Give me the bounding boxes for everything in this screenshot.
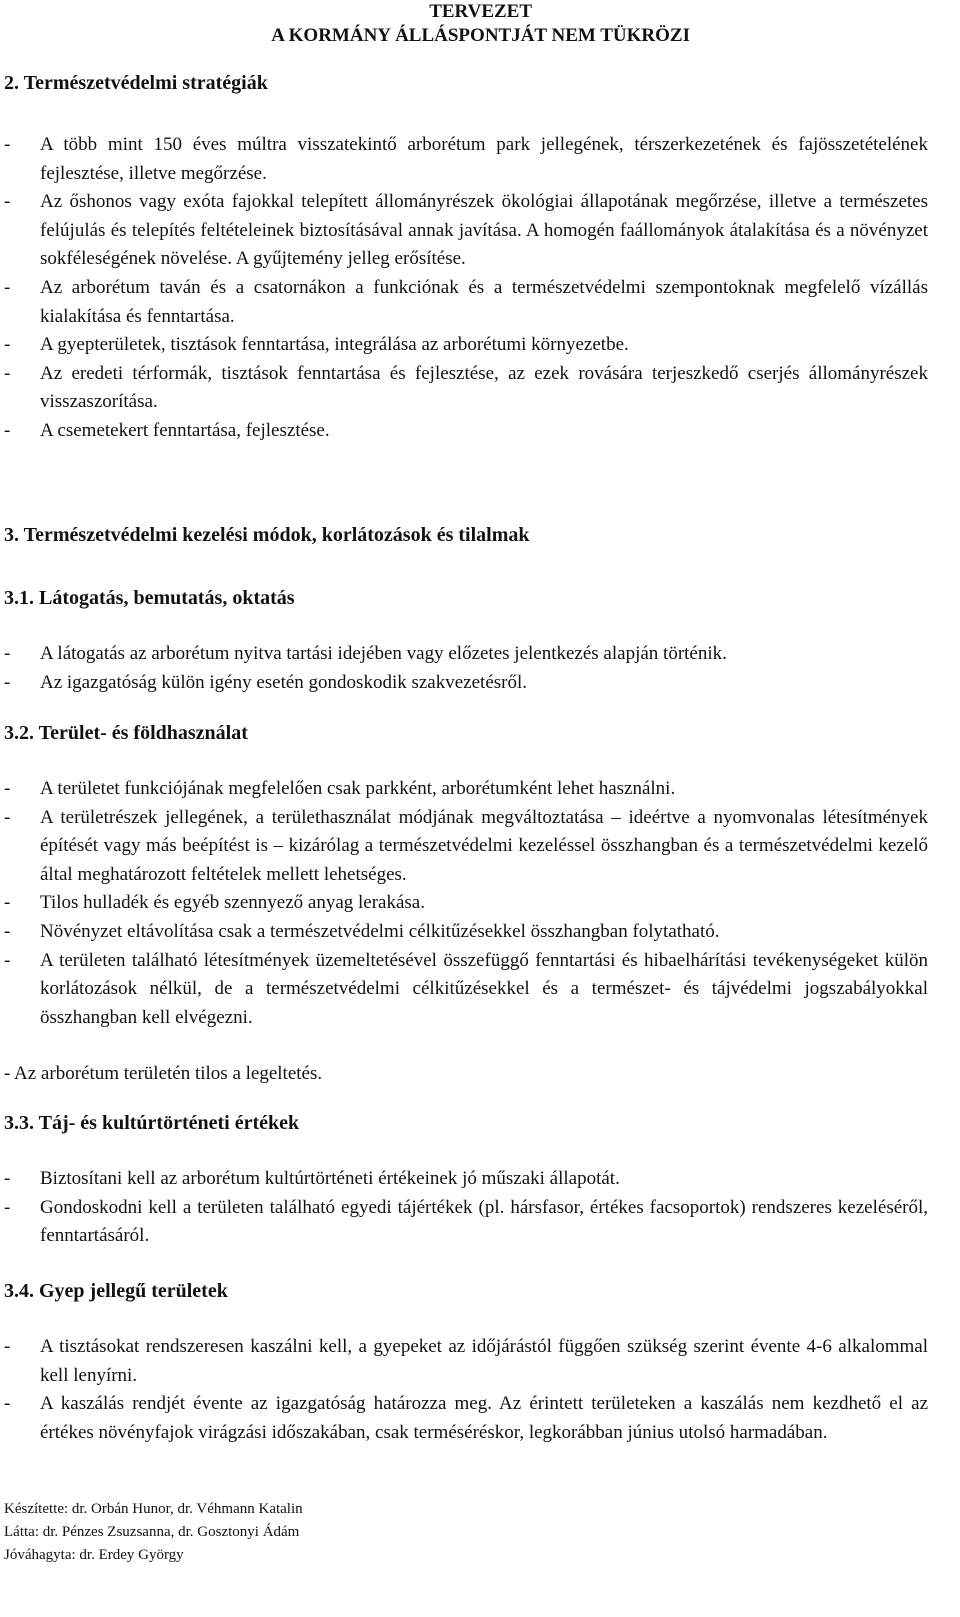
section-3-3-list (4, 1165, 928, 1251)
list-item: - Az őshonos vagy exóta fajokkal telepített állományrészek ökológiai állapotának megőrzése, illetve a természetes felújulás és telepítés feltételeinek biztosításával annak javítása. A homogén faállományok átalakítása és a növényzet sokféleségének növelése. A gyűjtemény jelleg erősítése. (4, 191, 928, 270)
list-item: - Biztosítani kell az arborétum kultúrtörténeti értékeinek jó műszaki állapotát. (4, 1168, 620, 1189)
section-2-list (4, 131, 928, 446)
prepared-by: Készítette: dr. Orbán Hunor, dr. Véhmann Katalin (4, 1501, 303, 1517)
list-item: - A területen található létesítmények üzemeltetésével összefüggő fenntartási és hibaelhárítási tevékenységeket külön korlátozások nélkül, de a természetvédelmi célkitűzésekkel és a természet- és tájvédelmi jogszabályokkal összhangban kell elvégezni. (4, 949, 928, 1028)
list-item: - A területet funkciójának megfelelően csak parkként, arborétumként lehet használni. (4, 778, 676, 799)
section-3-2-list (4, 775, 928, 1032)
list-item: - A kaszálás rendjét évente az igazgatóság határozza meg. Az érintett területeken a kaszálás nem kezdhető el az értékes növényfajok virágzási időszakában, csak terméséréskor, legkorábban június utolsó harmadában. (4, 1393, 928, 1443)
list-item: - A gyepterületek, tisztások fenntartása, integrálása az arborétumi környezetbe. (4, 334, 629, 356)
list-item: - Az igazgatóság külön igény esetén gondoskodik szakvezetésről. (4, 671, 527, 693)
section-3-1-list (4, 640, 928, 697)
list-item: - A területrészek jellegének, a területhasználat módjának megváltoztatása – ideértve a nyomvonalas létesítmények építését vagy más beépítést is – kizárólag a természetvédelmi kezeléssel összhangban és a természetvédelmi kezelő által meghatározott feltételek mellett lehetséges. (4, 806, 928, 885)
list-item: - Az eredeti térformák, tisztások fenntartása és fejlesztése, az ezek rovására terjeszkedő cserjés állományrészek visszaszorítása. (4, 362, 928, 413)
draft-header (271, 0, 690, 48)
grazing-ban: - Az arborétum területén tilos a legeltetés. (4, 1063, 323, 1084)
approved-by: Jóváhagyta: dr. Erdey György (4, 1547, 184, 1563)
draft-label: TERVEZET (429, 1, 533, 22)
list-item: - Növényzet eltávolítása csak a természetvédelmi célkitűzésekkel összhangban folytatható. (4, 920, 720, 942)
list-item: - Gondoskodni kell a területen található egyedi tájértékek (pl. hársfasor, értékes facsoportok) rendszeres kezeléséről, fenntartásáról. (4, 1196, 928, 1247)
section-3-4-title: 3.4. Gyep jellegű területek (4, 1280, 228, 1302)
section-3-title: 3. Természetvédelmi kezelési módok, korlátozások és tilalmak (4, 524, 530, 546)
list-item: - A tisztásokat rendszeresen kaszálni kell, a gyepeket az időjárástól függően szükség szerint évente 4-6 alkalommal kell lenyírni. (4, 1336, 928, 1386)
signature-block (4, 1498, 303, 1567)
list-item: - Tilos hulladék és egyéb szennyező anyag lerakása. (4, 892, 425, 914)
draft-disclaimer: A KORMÁNY ÁLLÁSPONTJÁT NEM TÜKRÖZI (271, 25, 690, 46)
section-3-4-list (4, 1333, 928, 1447)
list-item: - A több mint 150 éves múltra visszatekintő arborétum park jellegének, térszerkezetének és fajösszetételének fejlesztése, illetve megőrzése. (4, 134, 928, 184)
list-item: - A csemetekert fenntartása, fejlesztése. (4, 419, 330, 441)
list-item: - A látogatás az arborétum nyitva tartási idejében vagy előzetes jelentkezés alapján történik. (4, 643, 727, 664)
section-3-1-title: 3.1. Látogatás, bemutatás, oktatás (4, 587, 295, 609)
list-item: - Az arborétum taván és a csatornákon a funkciónak és a természetvédelmi szempontoknak megfelelő vízállás kialakítása és fenntartása. (4, 276, 928, 327)
reviewed-by: Látta: dr. Pénzes Zsuzsanna, dr. Gosztonyi Ádám (4, 1524, 300, 1540)
section-3-2-title: 3.2. Terület- és földhasználat (4, 722, 248, 744)
section-3-3-title: 3.3. Táj- és kultúrtörténeti értékek (4, 1112, 300, 1134)
section-2-title: 2. Természetvédelmi stratégiák (4, 72, 268, 94)
